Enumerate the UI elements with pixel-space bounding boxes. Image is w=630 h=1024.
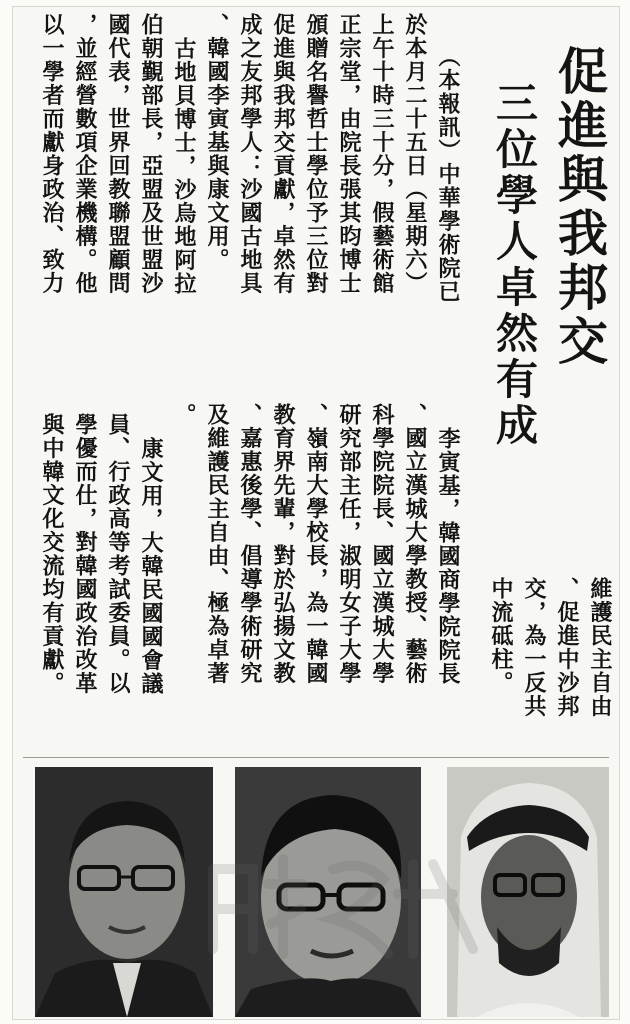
lower-column: 研究部主任，淑明女子大學 [336, 403, 362, 685]
lead-column: 國代表，世界回教聯盟顧問 [105, 13, 131, 295]
right-column: 中流砥柱。 [488, 577, 514, 695]
lead-column: 伯朝覲部長，亞盟及世盟沙 [138, 13, 164, 295]
lead-column: 促進與我邦交貢獻，卓然有 [270, 13, 296, 295]
lead-column: ，並經營數項企業機構。他 [72, 13, 98, 295]
lead-column: 古地貝博士，沙烏地阿拉 [171, 37, 197, 296]
lower-column: 李寅基，韓國商學院院長 [435, 427, 461, 686]
lead-column: 正宗堂，由院長張其昀博士 [336, 13, 362, 295]
lower-column: 教育界先輩，對於弘揚文教 [270, 403, 296, 685]
lower-column: 學優而仕，對韓國政治改革 [72, 413, 98, 695]
right-column: 、促進中沙邦 [554, 577, 580, 718]
lower-column: 與中韓文化交流均有貢獻。 [39, 413, 65, 695]
lead-column: 於本月二十五日（星期六） [402, 13, 428, 295]
lower-column: 。 [171, 403, 197, 427]
lower-column: 、嘉惠後學、倡導學術研究 [237, 403, 263, 685]
lead-column: 成之友邦學人：沙國古地具 [237, 13, 263, 295]
lower-column: 康文用，大韓民國國會議 [138, 437, 164, 696]
lower-column: 、嶺南大學校長，為一韓國 [303, 403, 329, 685]
lead-column: 以一學者而獻身政治、致力 [39, 13, 65, 295]
right-column: 維護民主自由 [587, 577, 613, 718]
lower-column: 科學院院長、國立漢城大學 [369, 403, 395, 685]
lead-column: 、韓國李寅基與康文用。 [204, 13, 230, 272]
lead-column: 上午十時三十分，假藝術館 [369, 13, 395, 295]
archive-watermark [193, 839, 493, 969]
lower-column: 員、行政高等考試委員。以 [105, 413, 131, 695]
lead-column: （本報訊）中華學術院已 [435, 45, 461, 304]
divider [23, 757, 609, 758]
headline: 促進與我邦交 [550, 45, 609, 369]
newspaper-clipping [12, 6, 620, 1020]
lead-column: 頒贈名譽哲士學位予三位對 [303, 13, 329, 295]
lower-column: 及維護民主自由、極為卓著 [204, 403, 230, 685]
subheadline: 三位學人卓然有成 [490, 81, 539, 449]
right-column: 交，為一反共 [521, 577, 547, 718]
lower-column: 、國立漢城大學教授、藝術 [402, 403, 428, 685]
portrait-photo-left [35, 767, 213, 1017]
